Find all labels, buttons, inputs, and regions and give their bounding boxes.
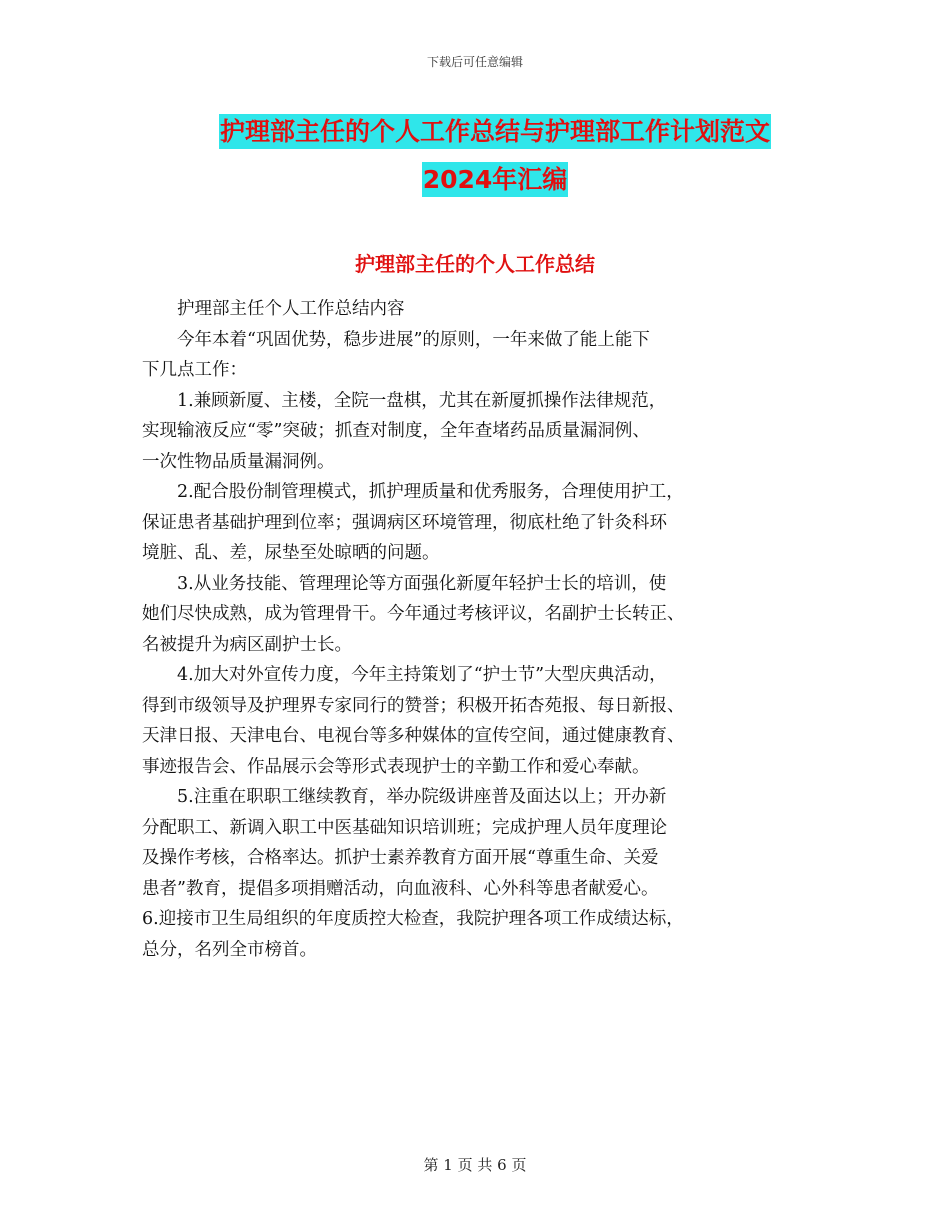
document-title-line-1: 护理部主任的个人工作总结与护理部工作计划范文 xyxy=(219,114,771,149)
body-line: 今年本着“巩固优势，稳步进展”的原则，一年来做了能上能下 xyxy=(142,329,650,350)
document-body xyxy=(142,294,814,965)
page-number: 第 1 页 共 6 页 xyxy=(423,1156,527,1174)
body-line: 名被提升为病区副护士长。 xyxy=(142,634,352,655)
body-line: 患者”教育，提倡多项捐赠活动，向血液科、心外科等患者献爱心。 xyxy=(142,878,659,899)
body-line: 护理部主任个人工作总结内容 xyxy=(142,299,405,319)
section-heading: 护理部主任的个人工作总结 xyxy=(355,252,595,276)
body-line: 3.从业务技能、管理理论等方面强化新厦年轻护士长的培训，使 xyxy=(142,573,667,594)
body-line: 事迹报告会、作品展示会等形式表现护士的辛勤工作和爱心奉献。 xyxy=(142,756,650,777)
body-line: 她们尽快成熟，成为管理骨干。今年通过考核评议，名副护士长转正、 xyxy=(142,604,685,624)
body-line: 及操作考核，合格率达。抓护士素养教育方面开展“尊重生命、关爱 xyxy=(142,848,659,868)
body-line: 得到市级领导及护理界专家同行的赞誉；积极开拓杏苑报、每日新报、 xyxy=(142,695,685,716)
body-line: 2.配合股份制管理模式，抓护理质量和优秀服务，合理使用护工， xyxy=(142,482,684,502)
body-line: 6.迎接市卫生局组织的年度质控大检查，我院护理各项工作成绩达标， xyxy=(142,909,684,929)
body-line: 实现输液反应“零”突破；抓查对制度，全年查堵药品质量漏洞例、 xyxy=(142,421,650,441)
body-line: 5.注重在职职工继续教育，举办院级讲座普及面达以上；开办新 xyxy=(142,787,667,807)
header-note: 下载后可任意编辑 xyxy=(426,55,523,69)
body-line: 1.兼顾新厦、主楼，全院一盘棋，尤其在新厦抓操作法律规范， xyxy=(142,390,667,411)
body-line: 境脏、乱、差，尿垫至处晾晒的问题。 xyxy=(142,543,440,563)
body-line: 分配职工、新调入职工中医基础知识培训班；完成护理人员年度理论 xyxy=(142,817,667,838)
body-line: 4.加大对外宣传力度，今年主持策划了“护士节”大型庆典活动， xyxy=(142,665,667,685)
body-line: 保证患者基础护理到位率；强调病区环境管理，彻底杜绝了针灸科环 xyxy=(142,512,667,533)
body-line: 一次性物品质量漏洞例。 xyxy=(142,451,335,472)
body-line: 下几点工作： xyxy=(142,360,247,380)
body-line: 天津日报、天津电台、电视台等多种媒体的宣传空间，通过健康教育、 xyxy=(142,726,685,746)
body-line: 总分，名列全市榜首。 xyxy=(142,939,317,960)
document-title-line-2: 2024年汇编 xyxy=(422,162,569,197)
document-title xyxy=(100,108,890,204)
